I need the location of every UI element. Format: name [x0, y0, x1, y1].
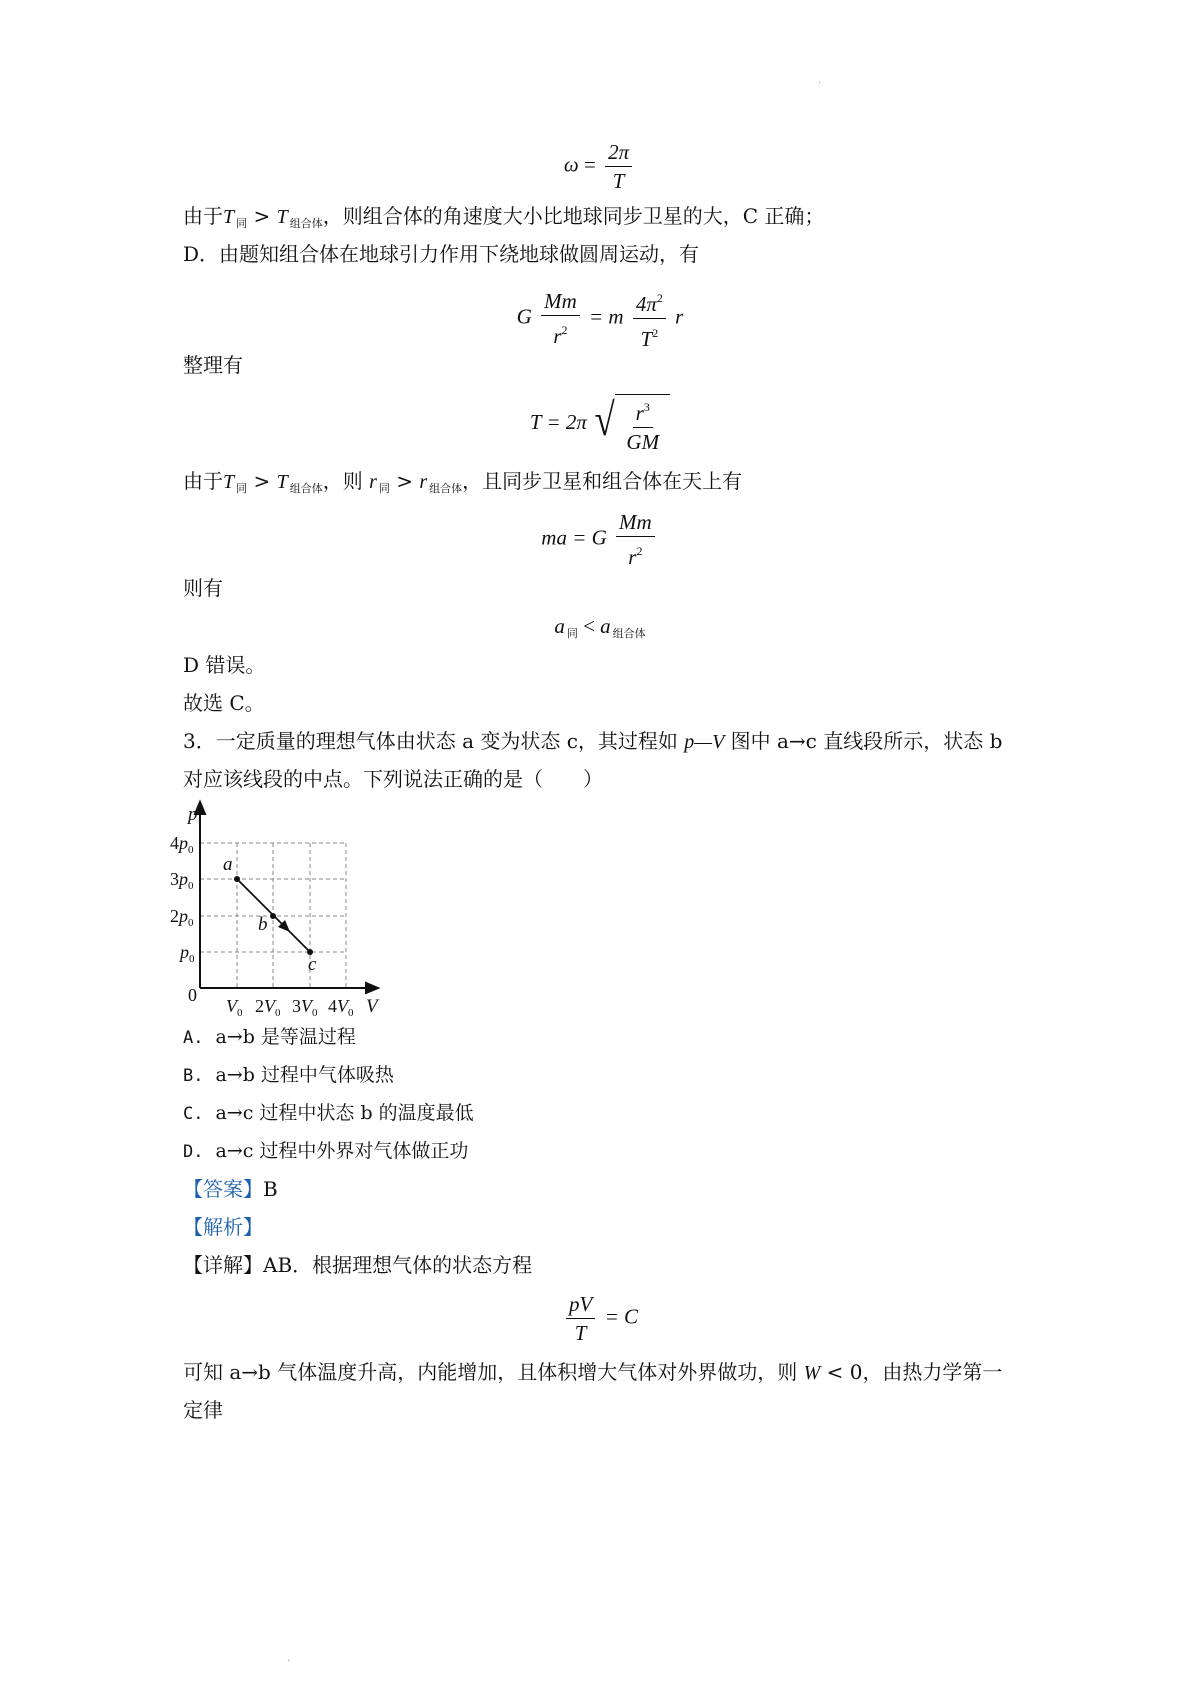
point-b [270, 913, 276, 919]
analysis-tag: 【解析】 [183, 1215, 263, 1239]
formula-gravity: G $\frac{Mm}{r^2}$ = m $\frac{4\pi^2}{T^2}$ r [0, 286, 1200, 351]
text-line-3: 整理有 [183, 353, 243, 377]
scan-mark-top: · [818, 78, 822, 89]
sqrt-sign: √ [594, 394, 615, 445]
detail-line: 【详解】AB．根据理想气体的状态方程 [183, 1253, 533, 1277]
formula-period: T = 2π √ $\frac{r^3}{GM}$ [0, 394, 1200, 454]
origin-label: 0 [188, 985, 197, 1005]
text-line-2: D．由题知组合体在地球引力作用下绕地球做圆周运动，有 [183, 242, 700, 266]
y-tick-4p0: $4p_0$ [170, 833, 194, 856]
detail-tag: 【详解】 [183, 1253, 263, 1277]
label-b: b [258, 914, 268, 935]
label-c: c [308, 954, 317, 975]
formula-state: $\frac{pV}{T}$ = C [0, 1292, 1200, 1345]
x-tick-2v0: $2V_0$ [255, 996, 281, 1019]
text-line-9: 定律 [183, 1398, 223, 1422]
answer-tag: 【答案】 [183, 1177, 263, 1201]
point-a [234, 876, 240, 882]
formula-omega: ω = $\frac{2\pi}{T}$ [0, 140, 1200, 193]
x-tick-3v0: $3V_0$ [292, 996, 318, 1019]
formula-accel: ma = G $\frac{Mm}{r^2}$ [0, 510, 1200, 569]
option-c: C. a→c 过程中状态 b 的温度最低 [183, 1102, 474, 1124]
text-line-1: 由于T $_同$ > T $_{组合体}$，则组合体的角速度大小比地球同步卫星的大，C 正确； [183, 204, 825, 230]
text-line-5: 则有 [183, 576, 223, 600]
scan-mark-bottom: · [287, 1656, 291, 1667]
text-line-7: 故选 C。 [183, 691, 265, 715]
option-a: A. a→b 是等温过程 [183, 1026, 356, 1048]
y-tick-3p0: $3p_0$ [170, 869, 194, 892]
pv-graph [160, 798, 420, 1028]
text-line-4: 由于T $_同$ > T $_{组合体}$，则 r $_同$ > r $_{组合体}$，且同步卫星和组合体在天上有 [183, 469, 743, 495]
question-3-line-2: 对应该线段的中点。下列说法正确的是（ ） [183, 767, 603, 791]
y-tick-2p0: $2p_0$ [170, 906, 194, 929]
option-d: D. a→c 过程中外界对气体做正功 [183, 1140, 469, 1162]
label-a: a [223, 854, 233, 875]
x-axis-label: V [366, 996, 378, 1017]
question-3-line-1: 3．一定质量的理想气体由状态 a 变为状态 c，其过程如 p—V 图中 a→c 直线段所示，状态 b [183, 729, 1003, 753]
answer-line [183, 1176, 278, 1202]
answer-value: B [263, 1177, 278, 1201]
option-b: B. a→b 过程中气体吸热 [183, 1064, 394, 1086]
text-line-6: D 错误。 [183, 653, 266, 677]
formula-compare: a $_同$ < a $_{组合体}$ [554, 614, 646, 640]
x-axis-arrow [366, 983, 378, 993]
text-line-8: 可知 a→b 气体温度升高，内能增加，且体积增大气体对外界做功，则 W < 0，由热力学第一 [183, 1360, 1003, 1384]
y-axis-label: p [188, 804, 198, 825]
x-tick-v0: $V_0$ [226, 996, 243, 1019]
y-tick-p0: $p_0$ [180, 942, 195, 965]
x-tick-4v0: $4V_0$ [328, 996, 354, 1019]
